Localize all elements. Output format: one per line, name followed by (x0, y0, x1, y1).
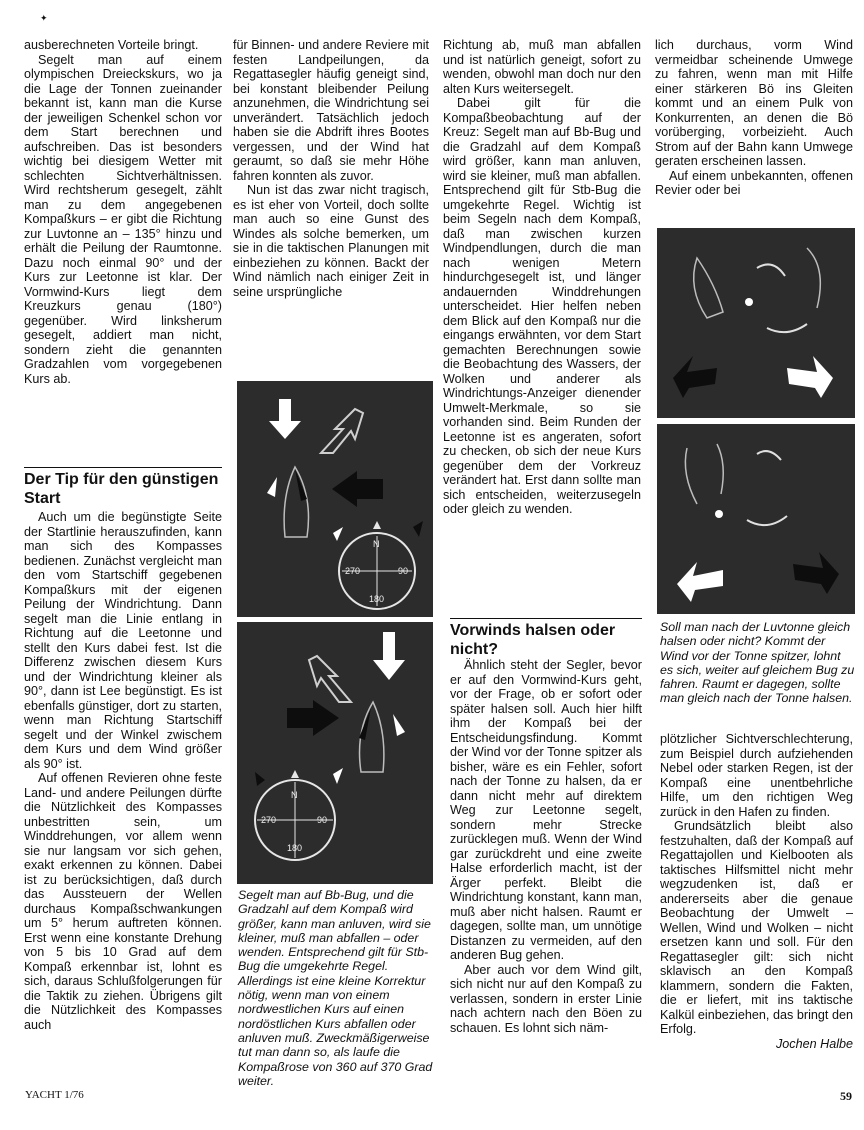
wind-arrow-outline-icon (309, 656, 351, 702)
caption-compass: Segelt man auf Bb-Bug, und die Gradzahl auf dem Kompaß wird größer, kann man anluven, wird sie kleiner, muß man abfallen – oder wenden. Entsprechend gilt für Stb-Bug die umgekehrte Regel. Allerdings ist eine kleine Korrektur nötig, wenn man von einem nordwestlichen Kurs auf einen nordöstlichen Kurs abfallen oder anluven muß. Zweckmäßigerweise tut man dann so, als laufe die Kompaßrose von 360 auf 370 Grad weiter. (238, 888, 433, 1088)
print-mark: ✦ (40, 13, 48, 23)
compass-label-w: 270 (345, 566, 361, 576)
photo-compass-stb-bug (237, 622, 433, 884)
paragraph: für Binnen- und andere Reviere mit festen Landpeilungen, da Regattasegler häufig geneigt sind, bei konstant bleibender Peilung anzunehmen, die Windrichtung sei unverändert. Tatsächlich jedoch haben sie die Abdrift ihres Bootes vergessen, und der Wind hat geraumt, so daß sie mehr Höhe fahren konnten als zuvor. (233, 38, 430, 183)
paragraph: Nun ist das zwar nicht tragisch, es ist eher von Vorteil, doch sollte man auch so eine Gunst des Windes als solche bemerken, um sie in die taktischen Planungen mit einbeziehen zu können. Backt der Wind nämlich nach einiger Zeit in seine ursprüngliche (233, 183, 429, 299)
wind-arrow-black-icon (793, 552, 839, 594)
wind-arrow-outline-icon (321, 409, 363, 453)
column-1-top (24, 38, 222, 386)
wind-arrow-black-icon (673, 356, 717, 398)
boat-hull-icon (284, 467, 308, 537)
column-4-top (655, 38, 853, 198)
sail-icon (359, 708, 371, 740)
compass-label-s: 180 (287, 843, 303, 853)
paragraph: Grundsätzlich bleibt also festzuhalten, daß der Kompaß auf Regattajollen und Kielbooten als taktisches Hilfsmittel nicht mehr wegzudenken ist, daß er andererseits aber die genaue Beobachtung der Umwelt – Wellen, Wind und Wolken – nicht ersetzen kann und soll. Für den Regattasegler gilt: sich nicht sklavisch an den Kompaß klammern, sondern die Fakten, die er liefert, mit ins taktische Kalkül einbeziehen, das bringt den Erfolg. (660, 819, 853, 1036)
boat-hull-icon (717, 444, 723, 494)
footer-publication: YACHT 1/76 (25, 1089, 84, 1101)
paragraph: Auf einem unbekannten, offenen Revier oder bei (655, 168, 853, 197)
sail-icon (393, 714, 405, 736)
heading-start-tip: Der Tip für den günstigen Start (24, 467, 222, 508)
photo-compass-bb-bug (237, 381, 433, 617)
wind-arrow-black-icon (332, 471, 383, 507)
paragraph: Auch um die begünstigte Seite der Startlinie herauszufinden, kann man sich des Kompasses bedienen. Zunächst vergleicht man den vom Startschiff gegebenen Kompaßkurs mit der eigenen Peilung der Windrichtung. Dann segelt man die Linie entlang in Richtung auf die Leetonne und stellt den Kurs dabei fest. Ist die Differenz zwischen diesem Kurs und der Windrichtung kleiner als 90°, dann ist Lee begünstigt. Es ist ebenfalls günstiger, dort zu starten, wenn man Richtung Startschiff segelt und der Winkel zwischem dem Kurs und dem Wind größer als 90° ist. (24, 510, 222, 771)
caption-tonne: Soll man nach der Luvtonne gleich halsen oder nicht? Kommt der Wind vor der Tonne spitzer, lohnt es sich, weiter auf gleichem Bug zu fahren. Raumt er dagegen, sollte man gleich nach der Tonne halsen. (660, 620, 855, 706)
paragraph: ausberechneten Vorteile bringt. (24, 38, 199, 52)
paragraph: Ähnlich steht der Segler, bevor er auf den Vormwind-Kurs geht, vor der Frage, ob er sofort oder später halsen soll. Auch hier hilft ihm der Kompaß bei der Entscheidungsfindung. Kommt der Wind vor der Tonne spitzer als bisher, wäre es ein Fehler, sofort nach der Tonne zu halsen, da er dann nicht mehr auf direktem Weg zur Leetonne segelt, sondern mehr Strecke zurücklegen muß. Wenn der Wind gar zurückdreht und eine zweite Halse erforderlich macht, ist der Ärger perfekt. Bleibt die Windrichtung konstant, kann man, muß aber nicht halsen. Raumt er dagegen, sollte man, um unnötige Distanzen zu vermeiden, auf den anderen Bug gehen. (450, 658, 642, 962)
wind-arrow-white-icon (269, 399, 301, 439)
buoy-icon (745, 298, 753, 306)
column-3-top (443, 38, 641, 517)
buoy-icon (715, 510, 723, 518)
compass-label-e: 90 (398, 566, 409, 576)
boat-hull-icon (694, 258, 723, 318)
heading-halsen: Vorwinds halsen oder nicht? (450, 618, 642, 659)
compass-label-n: N (373, 539, 380, 549)
wind-arrow-white-icon (677, 562, 723, 602)
paragraph: Auf offenen Revieren ohne feste Land- und andere Peilungen dürfte die Nützlichkeit des Kompasses unbestritten sein, um Winddrehungen, vor allem wenn sie nur langsam vor sich gehen, exakt erkennen zu können. Dabei ist zu berücksichtigen, daß durch das Aussteuern der Wellen durchaus Kompaßschwankungen um 5° herum auftreten können. Erst wenn eine konstante Drehung von 5 bis 10 Grad auf dem Kompaß erkennbar ist, lohnt es sich, daraus Schlußfolgerungen für die Taktik zu ziehen. Übrigens gilt die Nützlichkeit des Kompasses auch (24, 771, 222, 1032)
photo-luvtonne-1 (657, 228, 855, 418)
paragraph: plötzlicher Sichtverschlechterung, zum Beispiel durch aufziehenden Nebel oder starken Regen, ist der Kompaß eine unentbehrliche Hilfe, um den richtigen Weg zurück in den Hafen zu finden. (660, 732, 853, 819)
compass-label-e: 90 (317, 815, 328, 825)
paragraph: Dabei gilt für die Kompaßbeobachtung auf der Kreuz: Segelt man auf Bb-Bug und die Gradzahl auf dem Kompaß wird größer, kann man anluven, wird sie kleiner, muß man abfallen. Entsprechend gilt für Stb-Bug die umgekehrte Regel. Wichtig ist beim Segeln nach dem Kompaß, daß man zwischen kurzen Windpendlungen, durch die man nach wenigen Metern hindurchgesegelt ist, und länger andauernden Winddrehungen unterscheidet. Hier helfen neben dem Blick auf den Kompaß nur die eingangs erwähnten, vor dem Start gemachten Berechnungen sowie die Beobachtung des Wassers, der Wolken und anderer als Windrichtungs-Anzeiger dienender Umwelt-Merkmale, so sie vorhanden sind. Beim Runden der Leetonne ist es angeraten, sofort zu checken, ob sich der neue Kurs gegenüber dem der Vorkreuz verändert hat. Erst dann sollte man sich entscheiden, weiterzusegeln oder gleich zu wenden. (443, 96, 641, 516)
paragraph: Aber auch vor dem Wind gilt, sich nicht nur auf den Kompaß zu verlassen, sondern in erster Linie nach achtern nach den Böen zu schauen. Es lohnt sich näm- (450, 962, 642, 1035)
wind-arrow-white-icon (787, 356, 833, 398)
compass-label-s: 180 (369, 594, 385, 604)
sail-icon (267, 477, 277, 497)
compass-label-n: N (291, 790, 298, 800)
paragraph: Segelt man auf einem olympischen Dreieckskurs, wo ja die Lage der Tonnen zueinander bekannt ist, kann man die Kurse der jeweiligen Schenkel schon vor dem Start berechnen und aufschreiben. Das ist besonders wichtig bei diesigem Wetter mit schlechten Sichtverhältnissen. Wird rechtsherum gesegelt, zählt man zu dem angegebenen Kompaßkurs – er gibt die Richtung zur Luvtonne an – 135° hinzu und erhält die Peilung der Raumtonne. Dazu noch einmal 90° und der Kurs zur Leetonne ist klar. Der Vormwind-Kurs liegt dem Kreuzkurs genau (180°) gegenüber. Wird linksherum gesegelt, addiert man nicht, sondern zieht die genannten Gradzahlen vom vorgegebenen Kurs ab. (24, 52, 222, 386)
column-4-bottom (660, 732, 853, 1051)
column-1-bottom (24, 510, 222, 1032)
paragraph: lich durchaus, vorm Wind vermeidbar scheinende Umwege zu fahren, wenn man mit Hilfe einer stärkeren Bö ins Gleiten kommt und an einem Pulk von Konkurrenten, an denen die Bö vorüberging, vorbeizieht. Auch Strom auf der Bahn kann Umwege geraten erscheinen lassen. (655, 38, 853, 168)
compass-label-w: 270 (261, 815, 277, 825)
paragraph: Richtung ab, muß man abfallen und ist natürlich geneigt, sofort zu wenden, obwohl man doch nur den alten Kurs weitersegelt. (443, 38, 641, 96)
column-2 (233, 38, 429, 299)
page-number: 59 (840, 1089, 852, 1103)
wind-arrow-black-icon (287, 700, 339, 736)
author: Jochen Halbe (775, 1036, 853, 1051)
photo-luvtonne-2 (657, 424, 855, 614)
column-3-bottom (450, 658, 642, 1035)
wind-arrow-white-icon (373, 632, 405, 680)
sail-icon (295, 469, 307, 501)
